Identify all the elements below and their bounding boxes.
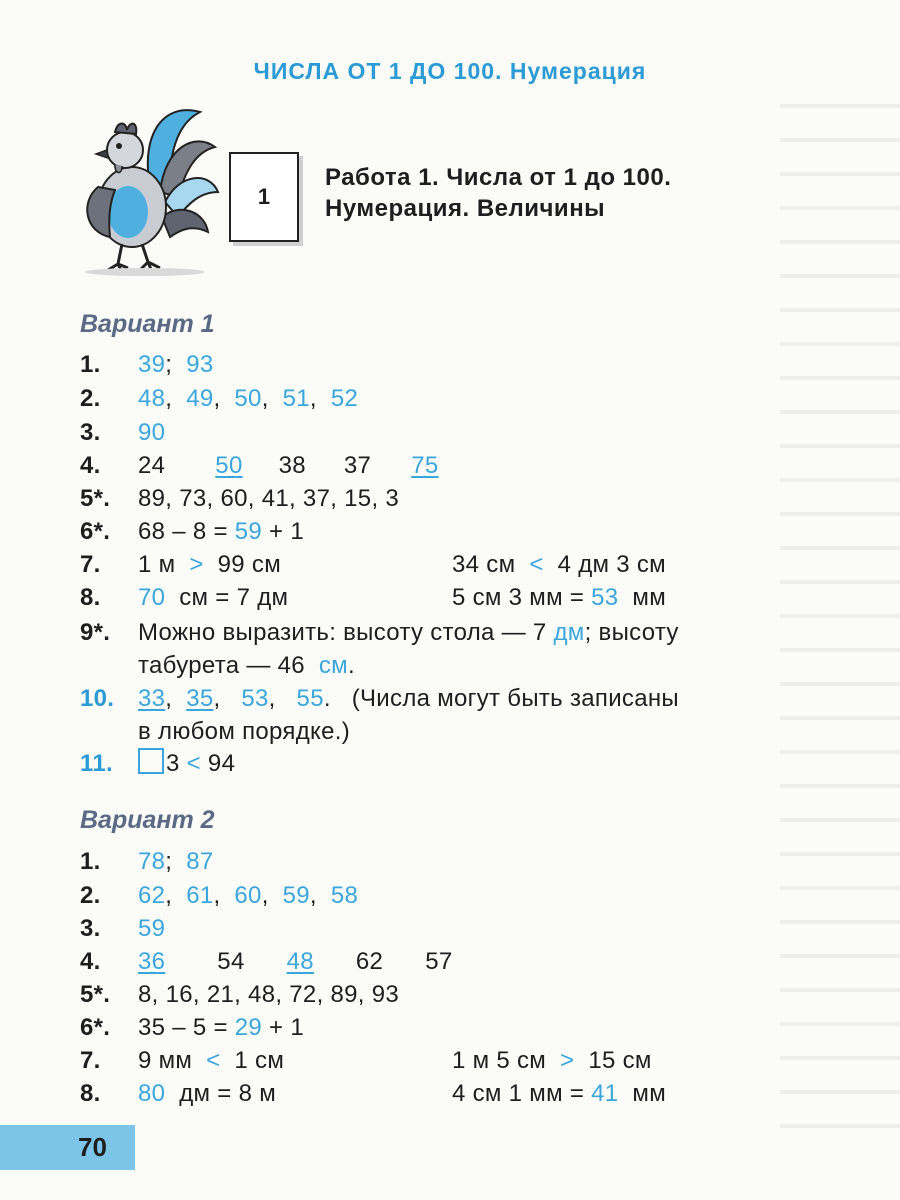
row-number: 4. [80,452,101,479]
answer: дм [553,619,585,646]
v1-row-7 [80,550,666,580]
answer: 50 [215,452,243,479]
v1-row-5 [80,484,399,514]
answer: см [318,652,348,679]
answer: < [206,1047,221,1074]
v1-row-8 [80,583,666,613]
expression: 35 – 5 = [138,1014,228,1041]
row-number: 6*. [80,1014,111,1041]
sequence: 8, 16, 21, 48, 72, 89, 93 [138,981,400,1008]
answer: 80 [138,1080,166,1107]
separator: ; [165,351,173,378]
show-through-texture [780,80,900,1130]
value: 4 см 1 мм = [452,1080,585,1107]
v2-row-4 [80,947,452,977]
v1-row-9 [80,616,679,682]
answer: 41 [591,1080,619,1107]
answer: 59 [282,882,310,909]
right-column [452,550,666,580]
work-title-line1: Работа 1. Числа от 1 до 100. [325,164,672,191]
v1-row-3 [80,418,165,448]
row-number: 8. [80,584,101,611]
answer: 51 [282,385,310,412]
variant-2-heading: Вариант 2 [80,806,215,834]
v2-row-7 [80,1046,652,1076]
answer: 36 [138,948,166,975]
answer: 29 [234,1014,263,1041]
value: 3 [166,750,180,777]
page-number: 70 [78,1132,107,1162]
answer: > [189,551,204,578]
answer: 90 [138,419,166,446]
answer: 48 [286,948,314,975]
answer: 78 [138,848,166,875]
answer: 53 [241,685,269,712]
work-title-line2: Нумерация. Величины [325,195,606,222]
text: табурета — 46 [138,652,305,679]
separator: ; [165,848,173,875]
row-number: 3. [80,915,101,942]
answer: > [560,1047,575,1074]
value: 62 [355,948,384,975]
v1-row-11 [80,748,235,779]
rooster-illustration [70,92,220,277]
note: (Числа могут быть записаны [351,685,679,712]
right-column [452,583,666,613]
v1-row-10: 10. 33, 35, 53, 55. (Числа могут быть записаны в любом порядке.) [80,682,679,748]
answer: 62 [138,882,166,909]
answer: 55 [296,685,324,712]
v1-row-6 [80,517,304,547]
answer: 52 [330,385,359,412]
value: 1 м [138,551,176,578]
answer: 70 [138,584,166,611]
expression: + 1 [269,518,304,545]
expression: + 1 [269,1014,304,1041]
answer: 33 [138,685,166,712]
answer: 50 [234,385,262,412]
answer: 35 [186,685,214,712]
value: 94 [207,750,236,777]
value: 1 см [234,1047,285,1074]
value: 15 см [588,1047,652,1074]
row-number: 4. [80,948,101,975]
v2-row-3 [80,914,165,944]
value: 38 [278,452,306,479]
row-number: 10. [80,685,115,712]
row-number: 1. [80,351,101,378]
row-number: 3. [80,419,101,446]
empty-square [138,748,164,774]
variant-1-heading: Вариант 1 [80,310,215,338]
v1-row-4 [80,451,438,481]
row-number: 7. [80,551,101,578]
value: 34 см [452,551,516,578]
value: 57 [425,948,453,975]
text: ; высоту [584,619,679,646]
v2-row-6 [80,1013,304,1043]
unit: мм [632,1080,666,1107]
row-number: 5*. [80,485,111,512]
answer: 59 [138,915,166,942]
value: 9 мм [138,1047,193,1074]
page-number-bar [0,1125,135,1170]
text: Можно выразить: высоту стола — 7 [138,619,547,646]
unit: мм [632,584,666,611]
answer: 48 [138,385,166,412]
answer: 61 [186,882,214,909]
answer: 75 [411,452,439,479]
right-column [452,1046,652,1076]
answer: 60 [234,882,262,909]
section-title: ЧИСЛА ОТ 1 ДО 100. Нумерация [253,58,647,84]
v2-row-2: 2. 62, 61, 60, 59, 58 [80,882,359,909]
answer: < [186,750,201,777]
v2-row-1 [80,847,214,877]
right-column [452,1079,666,1109]
value: 5 см 3 мм = [452,584,585,611]
row-number: 9*. [80,619,111,646]
value: 1 м 5 см [452,1047,547,1074]
value: см = 7 дм [179,584,289,611]
text: . [347,652,355,679]
v1-row-1 [80,350,214,380]
answer: < [529,551,544,578]
value: 37 [343,452,372,479]
value: 24 [138,452,166,479]
sequence: 89, 73, 60, 41, 37, 15, 3 [138,485,400,512]
value: 54 [217,948,245,975]
v2-row-8 [80,1079,666,1109]
row-number: 2. [80,882,101,909]
answer: 49 [186,385,214,412]
row-number: 2. [80,385,101,412]
answer: 53 [591,584,619,611]
row-number: 7. [80,1047,101,1074]
work-title [325,162,671,224]
answer: 59 [234,518,263,545]
row-number: 1. [80,848,101,875]
answer: 87 [186,848,214,875]
value: дм = 8 м [179,1080,277,1107]
answer: 93 [186,351,214,378]
note: в любом порядке.) [138,718,350,745]
v2-row-5 [80,980,399,1010]
answer: 39 [138,351,166,378]
row-number: 8. [80,1080,101,1107]
row-number: 11. [80,750,113,777]
work-number-box: 1 [229,152,299,242]
row-number: 5*. [80,981,111,1008]
v1-row-2: 2. 48, 49, 50, 51, 52 [80,385,359,412]
value: 4 дм 3 см [557,551,666,578]
row-number: 6*. [80,518,111,545]
expression: 68 – 8 = [138,518,228,545]
answer: 58 [330,882,359,909]
value: 99 см [217,551,281,578]
